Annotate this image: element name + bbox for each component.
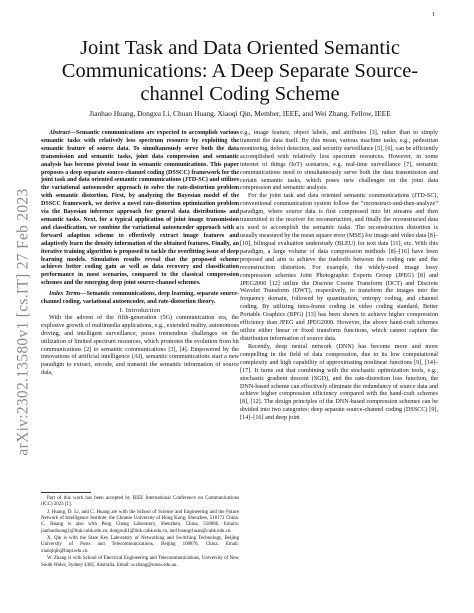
- index-terms-label: Index Terms: [49, 291, 81, 298]
- footnote: X. Qin is with the State Key Laboratory of Networking and Switching Technology, Beijing University of Posts and Telecommunications, Beijing 100876, China. Email: xiaoqiqin@bupt.edu.cn.: [41, 536, 239, 554]
- abstract-label: Abstract: [49, 130, 70, 136]
- footnotes: [41, 492, 239, 570]
- right-column: [240, 130, 438, 423]
- body-paragraph: For the joint task and data oriented semantic communications (JTD-SC), conventional communication system follow the “reconstruct-and-then-analyze” paradigm, where source data is first compressed into bit streams and then transmitted to the receiver for reconstruction, and finally the reconstructed data is used to accomplish the semantic tasks. The reconstruction distortion is usually measured by the mean square error (MSE) for image and video data [8]–[10], bilingual evaluation understudy (BLEU) for text data [11], etc. With this paradigm, a large volume of data compression methods [8]–[16] have been proposed and aim to achieve the tradeoffs between the coding rate and the reconstruction distortion. For example, the widely-used image lossy compression schemes Joint Photographic Experts Group (JPEG) [8] and JPEG2000 [12] utilize the Discrete Cosine Transform (DCT) and Discrete Wavelet Transform (DWT), respectively, to transform the images into the frequency domain, followed by quantization, entropy coding, and channel coding. By utilizing intra-frame coding in video coding standard, Better Portable Graphics (BPG) [13] has been shown to achieve higher compression efficiency than JPEG and JPEG2000. However, the above hand-craft schemes utilize either linear or fixed transform functions, which cannot capture the distribution information of source data.: [240, 193, 438, 342]
- abstract: [41, 130, 239, 288]
- arxiv-identifier-text: arXiv:2302.13580v1 [cs.IT] 27 Feb 2023: [15, 188, 32, 456]
- index-terms: [41, 291, 239, 307]
- footnote: J. Huang, D. Li, and C. Huang are with the School of Science and Engineering and the Future Network of Intelligence Institute, the Chinese University of Hong Kong, Shenzhen, 518172 China. C. Huang is also with Peng Cheng Laboratory, Shenzhen, China, 518066. Emails: jianhaohuang1@link.cuhk.edu.cn, dongxuli1@link.cuhk.edu.cn, and huangchuan@cuhk.edu.cn.: [41, 509, 239, 534]
- paper-title: Joint Task and Data Oriented Semantic Communications: A Deep Separate Source-channel Coding Scheme: [61, 37, 419, 105]
- body-paragraph: e.g., image feature, object labels, and attributes [3], rather than to simply transmit the data itself. By this mean, various machine tasks, e.g., pedestrian monitoring, defect detection, and security surveillance [5], [6], can be efficiently accomplished with relatively less spectrum resources. However, in some internet of things (IoT) scenarios, e.g. real-time surveillance [7], semantic communications need to simultaneously serve both the data transmission and certain semantic tasks, which poses new challenges on the joint data compression and semantic analysis.: [240, 130, 439, 192]
- intro-paragraph: With the advent of the fifth-generation (5G) communication era, the explosive growth of multimedia applications, e.g., extended reality, autonomous driving, and intelligent surveillance, poses tremendous challenges on the utilization of limited spectrum resources, which promotes the evolution from bit communications [2] to semantic communications [3], [4]. Empowered by the innovations of artificial intelligence (AI), semantic communications start a new paradigm to extract, encode, and transmit the semantic information of source data,: [41, 314, 239, 377]
- footnote: Part of this work has been accepted by IEEE International Conference on Communications (ICC) 2023 [1].: [41, 496, 239, 508]
- index-terms-text: —Semantic communications, deep learning, separate source-channel coding, variational autoencoder, and rate-distortion theory.: [41, 291, 239, 306]
- author-list: Jianhao Huang, Dongxu Li, Chuan Huang, Xiaoqi Qin, Member, IEEE, and Wei Zhang, Fellow, IEEE: [89, 109, 391, 118]
- page-number: 1: [432, 12, 435, 18]
- footnote: W. Zhang is with School of Electrical Engineering and Telecommunications, University of New South Wales, Sydney 4385, Australia. Email: w.zhang@unsw.edu.au.: [41, 556, 239, 568]
- abstract-text: —Semantic communications are expected to accomplish various semantic tasks with relatively less spectrum resource by exploiting the semantic feature of source data. To simultaneously serve both the data transmission and semantic tasks, joint data compression and semantic analysis has become pivotal issue in semantic communications. This paper proposes a deep separate source-channel coding (DSSCC) framework for the joint task and data oriented semantic communications (JTD-SC) and utilizes the variational autoencoder approach to solve the rate-distortion problem with semantic distortion. First, by analyzing the Bayesian model of the DSSCC framework, we derive a novel rate-distortion optimization problem via the Bayesian inference approach for general data distributions and semantic tasks. Next, for a typical application of joint image transmission and classification, we combine the variational autoencoder approach with a forward adaption scheme to effectively extract image features and adaptively learn the density information of the obtained features. Finally, an iterative training algorithm is proposed to tackle the overfitting issue of deep learning models. Simulation results reveal that the proposed scheme achieves better coding gain as well as data recovery and classification performance in most scenarios, compared to the classical compression schemes and the emerging deep joint source-channel schemes.: [41, 130, 239, 287]
- body-paragraph: Recently, deep neural network (DNN) has become more and more compelling in the field of data compression, due to its low computational complexity and high capability of approximating nonlinear functions [9], [14]–[17]. It turns out that combining with the stochastic optimization tools, e.g., stochastic gradient descent (SGD), and the rate-distortion loss function, the DNN-based scheme can effectively eliminate the redundancy of source data and achieve higher compression efficiency compared with the hand-craft schemes [8], [12]. The design principles of the DNN-based compression schemes can be divided into two categories: deep separate source-channel coding (DSSCC) [9], [14]–[16] and deep joint: [240, 343, 438, 422]
- left-column: [41, 130, 239, 378]
- section-heading-introduction: I. Introduction: [119, 306, 161, 314]
- footnote-divider: [41, 492, 91, 493]
- arxiv-identifier: [14, 172, 34, 472]
